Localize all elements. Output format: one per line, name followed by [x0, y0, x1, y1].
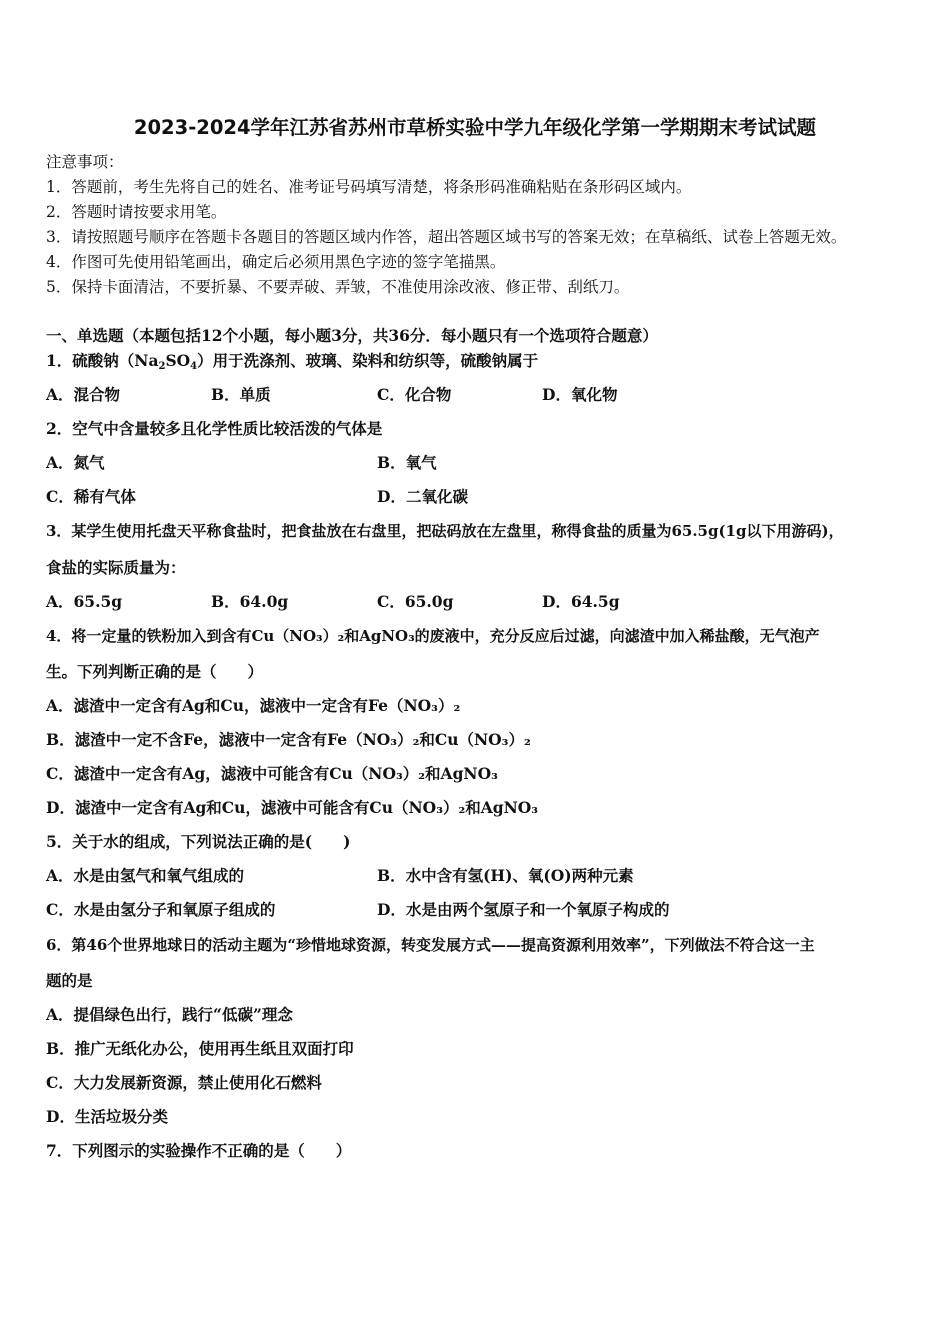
notice-item-1: 1．答题前，考生先将自己的姓名、准考证号码填写清楚，将条形码准确粘贴在条形码区域内。	[46, 178, 692, 196]
q4-option-b: B．滤渣中一定不含Fe，滤液中一定含有Fe（NO₃）₂和Cu（NO₃）₂	[46, 730, 531, 749]
q2-option-b: B．氧气	[377, 453, 437, 472]
question-6-stem-line-2: 题的是	[46, 971, 93, 990]
q4-option-a: A．滤渣中一定含有Ag和Cu，滤液中一定含有Fe（NO₃）₂	[46, 696, 461, 715]
q6-option-a: A．提倡绿色出行，践行“低碳”理念	[46, 1005, 293, 1024]
q5-option-d: D．水是由两个氢原子和一个氧原子构成的	[377, 900, 670, 919]
q5-option-c: C．水是由氢分子和氧原子组成的	[46, 900, 276, 919]
q3-option-a: A．65.5g	[46, 592, 123, 611]
notice-item-2: 2．答题时请按要求用笔。	[46, 203, 227, 221]
question-4-stem-line-2: 生。下列判断正确的是（ ）	[46, 662, 264, 681]
q4-option-c: C．滤渣中一定含有Ag，滤液中可能含有Cu（NO₃）₂和AgNO₃	[46, 764, 498, 783]
q3-option-c: C．65.0g	[377, 592, 454, 611]
question-3-stem-line-2: 食盐的实际质量为：	[46, 558, 186, 577]
q1-option-a: A．混合物	[46, 385, 121, 404]
q1-option-d: D．氧化物	[542, 385, 618, 404]
question-1-stem: 1．硫酸钠$(Na_2SO_4)$用于洗涤剂、玻璃、染料和纺织等，硫酸钠属于	[46, 351, 539, 372]
q3-option-d: D．64.5g	[542, 592, 620, 611]
q2-option-c: C．稀有气体	[46, 487, 136, 506]
q3-option-b: B．64.0g	[211, 592, 289, 611]
question-6-stem-line-1: 6．第46个世界地球日的活动主题为“珍惜地球资源，转变发展方式——提高资源利用效率”，下列做法不符合这一主	[46, 936, 815, 954]
notice-heading: 注意事项：	[46, 153, 124, 171]
q4-option-d: D．滤渣中一定含有Ag和Cu，滤液中可能含有Cu（NO₃）₂和AgNO₃	[46, 798, 539, 817]
q5-option-b: B．水中含有氢(H)、氧(O)两种元素	[377, 866, 634, 885]
q2-option-a: A．氮气	[46, 453, 105, 472]
q1-option-b: B．单质	[211, 385, 271, 404]
q2-option-d: D．二氧化碳	[377, 487, 468, 506]
q6-option-b: B．推广无纸化办公，使用再生纸且双面打印	[46, 1039, 354, 1058]
notice-item-3: 3．请按照题号顺序在答题卡各题目的答题区域内作答，超出答题区域书写的答案无效；在草稿纸、试卷上答题无效。	[46, 228, 847, 246]
question-3-stem-line-1: 3．某学生使用托盘天平称食盐时，把食盐放在右盘里，把砝码放在左盘里，称得食盐的质量为65.5g(1g以下用游码)，	[46, 522, 844, 540]
question-2-stem: 2．空气中含量较多且化学性质比较活泼的气体是	[46, 419, 383, 438]
section-heading: 一、单选题（本题包括12个小题，每小题3分，共36分．每小题只有一个选项符合题意）	[46, 326, 658, 345]
q6-option-c: C．大力发展新资源，禁止使用化石燃料	[46, 1073, 322, 1092]
question-5-stem: 5．关于水的组成，下列说法正确的是( )	[46, 832, 351, 851]
q1-option-c: C．化合物	[377, 385, 452, 404]
exam-title: 2023-2024学年江苏省苏州市草桥实验中学九年级化学第一学期期末考试试题	[133, 116, 817, 139]
q5-option-a: A．水是由氢气和氧气组成的	[46, 866, 245, 885]
notice-item-4: 4．作图可先使用铅笔画出，确定后必须用黑色字迹的签字笔描黑。	[46, 253, 506, 271]
q6-option-d: D．生活垃圾分类	[46, 1107, 168, 1126]
question-4-stem-line-1: 4．将一定量的铁粉加入到含有Cu（NO₃）₂和AgNO₃的废液中，充分反应后过滤，向滤渣中加入稀盐酸，无气泡产	[46, 627, 820, 645]
notice-item-5: 5．保持卡面清洁，不要折暴、不要弄破、弄皱，不准使用涂改液、修正带、刮纸刀。	[46, 278, 630, 296]
question-7-stem: 7．下列图示的实验操作不正确的是（ ）	[46, 1141, 352, 1160]
